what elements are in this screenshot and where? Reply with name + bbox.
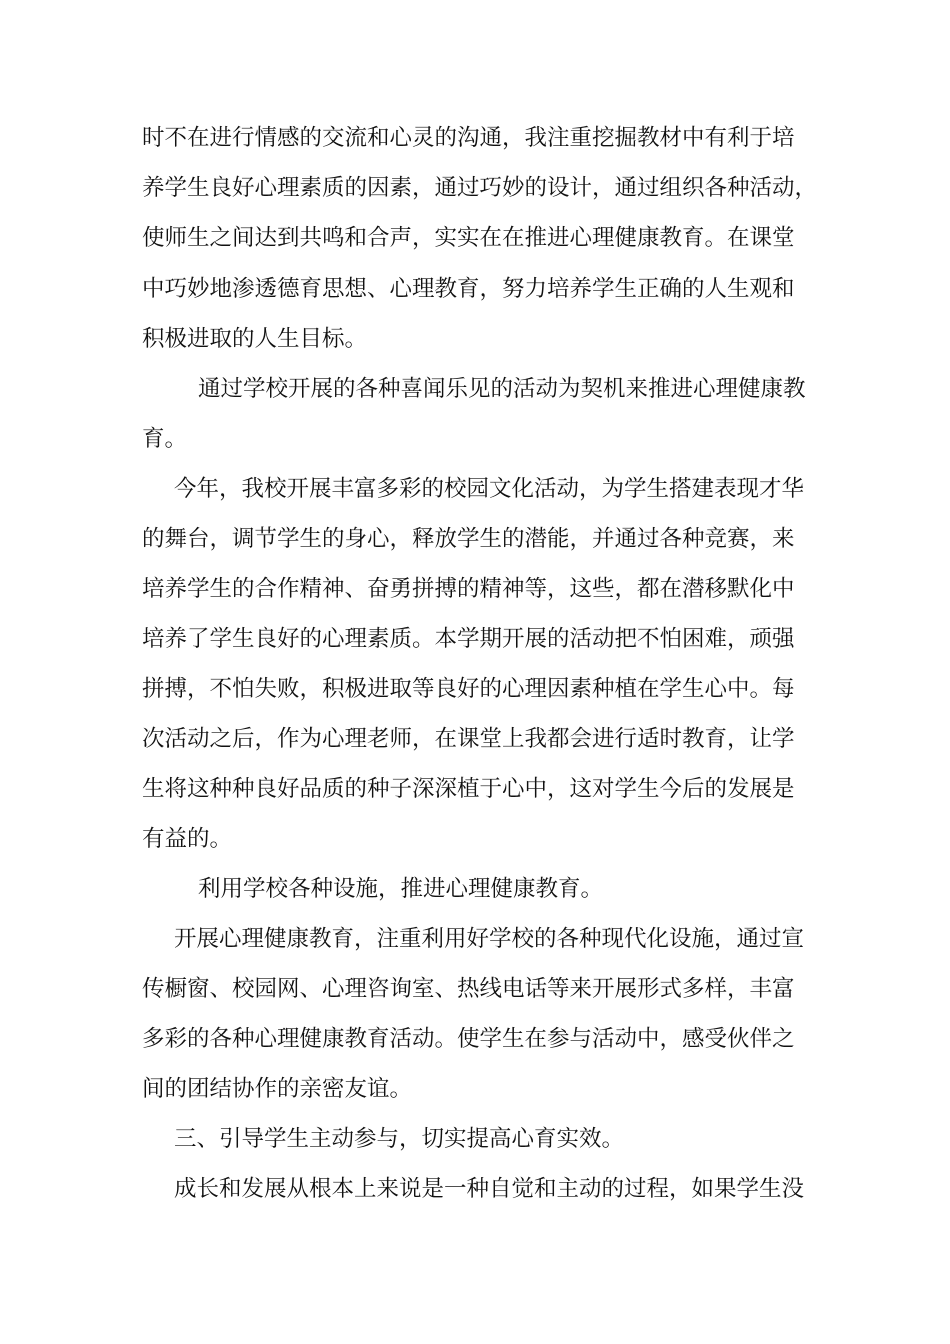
section-heading: 通过学校开展的各种喜闻乐见的活动为契机来推进心理健康教 (198, 376, 806, 402)
text-line: 养学生良好心理素质的因素，通过巧妙的设计，通过组织各种活动， (142, 175, 818, 201)
section-heading: 三、引导学生主动参与，切实提高心育实效。 (174, 1126, 625, 1152)
text-line: 次活动之后，作为心理老师，在课堂上我都会进行适时教育，让学 (142, 726, 795, 752)
text-line: 有益的。 (142, 826, 233, 852)
text-line: 拼搏，不怕失败，积极进取等良好的心理因素种植在学生心中。每 (142, 676, 795, 702)
text-line: 生将这种种良好品质的种子深深植于心中，这对学生今后的发展是 (142, 776, 795, 802)
text-line: 使师生之间达到共鸣和合声，实实在在推进心理健康教育。在课堂 (142, 225, 795, 251)
text-line: 培养学生的合作精神、奋勇拼搏的精神等，这些，都在潜移默化中 (142, 576, 795, 602)
paragraph-start: 今年，我校开展丰富多彩的校园文化活动，为学生搭建表现才华 (174, 476, 805, 502)
text-line: 传橱窗、校园网、心理咨询室、热线电话等来开展形式多样，丰富 (142, 976, 795, 1002)
text-line: 育。 (142, 426, 188, 452)
paragraph-start: 开展心理健康教育，注重利用好学校的各种现代化设施，通过宣 (174, 926, 805, 952)
text-line: 时不在进行情感的交流和心灵的沟通，我注重挖掘教材中有利于培 (142, 125, 795, 151)
text-line: 间的团结协作的亲密友谊。 (142, 1076, 413, 1102)
text-line: 积极进取的人生目标。 (142, 326, 368, 352)
text-line: 中巧妙地渗透德育思想、心理教育，努力培养学生正确的人生观和 (142, 276, 795, 302)
section-heading: 利用学校各种设施，推进心理健康教育。 (198, 876, 604, 902)
text-line: 的舞台，调节学生的身心，释放学生的潜能，并通过各种竞赛，来 (142, 526, 795, 552)
paragraph-start: 成长和发展从根本上来说是一种自觉和主动的过程，如果学生没 (174, 1176, 805, 1202)
text-line: 多彩的各种心理健康教育活动。使学生在参与活动中，感受伙伴之 (142, 1026, 795, 1052)
text-line: 培养了学生良好的心理素质。本学期开展的活动把不怕困难，顽强 (142, 626, 795, 652)
